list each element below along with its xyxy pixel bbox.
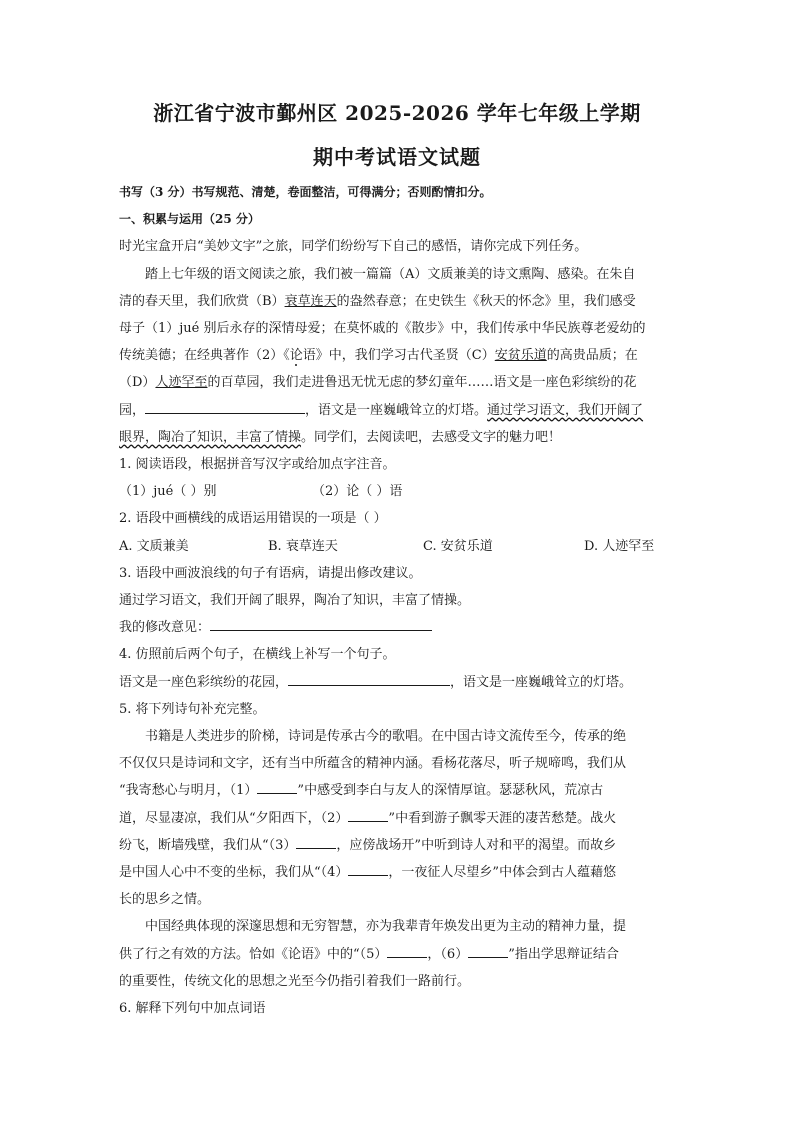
poem-passage-line: 不仅仅只是诗词和文字，还有当中所蕴含的精神内涵。看杨花落尽，听子规啼鸣，我们从 <box>119 756 627 772</box>
question-4-stem: 4. 仿照前后两个句子，在横线上补写一个句子。 <box>119 647 396 663</box>
section-intro: 时光宝盒开启“美妙文字”之旅，同学们纷纷写下自己的感悟，请你完成下列任务。 <box>119 239 588 255</box>
poem-passage-line <box>119 832 675 859</box>
poem-text: ”中看到游子飘零天涯的凄苦愁楚。战火 <box>388 810 617 826</box>
question-1-stem: 1. 阅读语段，根据拼音写汉字或给加点字注音。 <box>119 457 396 473</box>
question-5-stem: 5. 将下列诗句补充完整。 <box>119 701 266 717</box>
passage-line <box>119 342 675 369</box>
poem-text: 供了行之有效的方法。恰如《论语》中的“（5） <box>119 946 388 962</box>
option-a[interactable]: A. 文质兼美 <box>119 538 189 554</box>
underlined-idiom: 衰草连天 <box>284 293 337 309</box>
question-4-text: 语文是一座色彩缤纷的花园， <box>119 674 289 690</box>
passage-line <box>119 369 675 396</box>
question-3-sentence: 通过学习语文，我们开阔了眼界，陶冶了知识，丰富了情操。 <box>119 593 471 609</box>
passage-text: 的盎然春意；在史铁生《秋天的怀念》里，我们感受 <box>336 293 636 309</box>
poem-passage-line: 的重要性，传统文化的思想之光至今仍指引着我们一路前行。 <box>119 973 471 989</box>
wavy-sentence: 通过学习语文，我们开阔了 <box>487 402 644 418</box>
answer-blank[interactable] <box>257 779 297 794</box>
question-6-stem: 6. 解释下列句中加点词语 <box>119 1001 266 1017</box>
passage-text: 的高贵品质；在 <box>546 348 638 364</box>
exam-content <box>119 179 675 1022</box>
poem-text: ，应傍战场开”中听到诗人对和平的渴望。而故乡 <box>336 837 617 853</box>
question-1-a[interactable]: （1）jué（ ）别 <box>119 484 217 500</box>
passage-line <box>119 397 675 424</box>
passage-line <box>119 424 675 451</box>
option-b[interactable]: B. 衰草连天 <box>268 538 338 554</box>
answer-blank[interactable] <box>348 807 388 822</box>
question-1-items <box>119 478 675 505</box>
passage-text: 传统美德；在经典著作（2）《 <box>119 348 290 364</box>
answer-blank[interactable] <box>145 399 305 414</box>
poem-passage-line <box>119 941 675 968</box>
dotted-char: 论 <box>289 348 303 364</box>
answer-blank[interactable] <box>468 943 508 958</box>
passage-text: 的百草园，我们走进鲁迅无忧无虑的梦幻童年……语文是一座色彩缤纷的花 <box>207 375 637 391</box>
poem-text: ”中感受到李白与友人的深情厚谊。瑟瑟秋风，荒凉古 <box>297 783 604 799</box>
underlined-idiom: 人迹罕至 <box>155 375 208 391</box>
poem-text: 道，尽显凄凉，我们从“夕阳西下，（2） <box>119 810 349 826</box>
passage-line <box>119 261 675 288</box>
question-4-text: ，语文是一座巍峨耸立的灯塔。 <box>450 674 633 690</box>
question-1-b[interactable]: （2）论（ ）语 <box>312 484 403 500</box>
section-heading: 一、积累与运用（25 分） <box>119 212 260 227</box>
page-title: 浙江省宁波市鄞州区 2025-2026 学年七年级上学期 <box>153 101 641 125</box>
passage-line <box>119 288 675 315</box>
option-c[interactable]: C. 安贫乐道 <box>423 538 493 554</box>
answer-blank[interactable] <box>288 671 450 686</box>
passage-text: （D） <box>119 375 156 391</box>
poem-text: ，（6） <box>427 946 469 962</box>
poem-text: “我寄愁心与明月，（1） <box>119 783 258 799</box>
poem-passage-line: 书籍是人类进步的阶梯，诗词是传承古今的歌唱。在中国古诗文流传至今，传承的绝 <box>145 729 627 745</box>
passage-text: 母子（1）jué 别后永存的深情母爱；在莫怀戚的《散步》中，我们传承中华民族尊老爱幼的 <box>119 321 646 337</box>
poem-passage-line: 长的思乡之情。 <box>119 892 211 908</box>
question-4-line <box>119 669 675 696</box>
passage-text: 园， <box>119 402 146 418</box>
poem-text: 纷飞，断墙残壁，我们从“（3） <box>119 837 297 853</box>
wavy-sentence: 眼界，陶冶了知识，丰富了情操 <box>119 429 302 445</box>
passage-text: 。同学们，去阅读吧，去感受文字的魅力吧！ <box>301 429 562 445</box>
answer-blank[interactable] <box>210 616 432 631</box>
answer-label: 我的修改意见： <box>119 620 211 636</box>
passage-text: 踏上七年级的语文阅读之旅，我们被一篇篇（A）文质兼美的诗文熏陶、感染。在朱自 <box>145 266 636 282</box>
passage-text: ，语文是一座巍峨耸立的灯塔。 <box>305 402 488 418</box>
poem-passage-line <box>119 777 675 804</box>
poem-text: ，一夜征人尽望乡”中体会到古人蕴藉悠 <box>388 865 617 881</box>
passage-text: 语》中，我们学习古代圣贤（C） <box>302 348 495 364</box>
poem-passage-line <box>119 805 675 832</box>
option-d[interactable]: D. 人迹罕至 <box>584 538 655 554</box>
question-2-options <box>119 533 675 560</box>
answer-blank[interactable] <box>348 861 388 876</box>
poem-passage-line <box>119 859 675 886</box>
answer-blank[interactable] <box>387 943 427 958</box>
poem-text: 是中国人心中不变的坐标，我们从“（4） <box>119 865 349 881</box>
poem-passage-line: 中国经典体现的深邃思想和无穷智慧，亦为我辈青年焕发出更为主动的精神力量，提 <box>145 919 627 935</box>
question-3-answer-line <box>119 614 675 641</box>
poem-text: ”指出学思辩证结合 <box>508 946 619 962</box>
writing-note: 书写（3 分）书写规范、清楚，卷面整洁，可得满分；否则酌情扣分。 <box>119 185 492 199</box>
answer-blank[interactable] <box>296 834 336 849</box>
page-subtitle: 期中考试语文试题 <box>313 145 481 169</box>
question-3-stem: 3. 语段中画波浪线的句子有语病，请提出修改建议。 <box>119 565 422 581</box>
passage-text: 清的春天里，我们欣赏（B） <box>119 293 285 309</box>
question-2-stem: 2. 语段中画横线的成语运用错误的一项是（ ） <box>119 511 387 527</box>
passage-line <box>119 315 675 342</box>
underlined-idiom: 安贫乐道 <box>494 348 547 364</box>
